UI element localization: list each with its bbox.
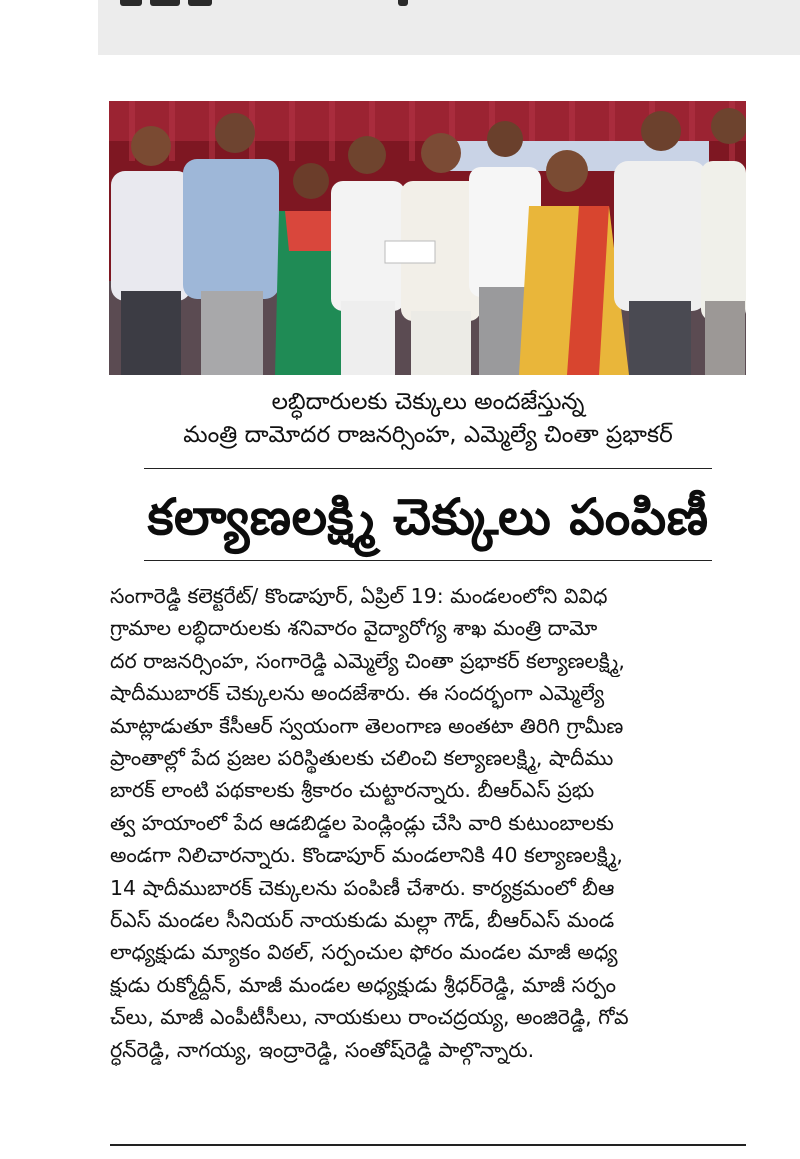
body-line: బారక్ లాంటి పథకాలకు శ్రీకారం చుట్టారన్నారు. బీఆర్ఎస్ ప్రభు: [110, 778, 595, 803]
body-line: గ్రామాల లబ్ధిదారులకు శనివారం వైద్యారోగ్య శాఖ మంత్రి దామో: [110, 616, 598, 641]
cutoff-glyph: [120, 0, 142, 6]
headline-divider: [144, 560, 712, 561]
body-line: ర్ఎస్ మండల సీనియర్ నాయకుడు మల్లా గౌడ్, బీఆర్ఎస్ మండ: [110, 908, 615, 933]
photo-caption: [108, 386, 748, 452]
caption-line-2: మంత్రి దామోదర రాజనర్సింహ, ఎమ్మెల్యే చింతా ప్రభాకర్: [183, 422, 673, 448]
body-line: క్షుడు రుక్మోద్దీన్, మాజీ మండల అధ్యక్షుడు శ్రీధర్‌రెడ్డి, మాజీ సర్పం: [110, 972, 617, 997]
article-body: [110, 580, 746, 1066]
previous-clip-strip: [98, 0, 800, 55]
body-line: దర రాజనర్సింహ, సంగారెడ్డి ఎమ్మెల్యే చింతా ప్రభాకర్ కల్యాణలక్ష్మి,: [110, 648, 625, 673]
cutoff-glyph: [188, 0, 212, 6]
news-clipping: [108, 98, 748, 1153]
body-line: అండగా నిలిచారన్నారు. కొండాపూర్ మండలానికి 40 కల్యాణలక్ష్మి,: [110, 843, 623, 868]
news-photo: [109, 101, 746, 375]
cutoff-glyph: [150, 0, 180, 6]
cutoff-glyph: [398, 0, 408, 6]
caption-divider: [144, 468, 712, 469]
body-line: 14 షాదీముబారక్ చెక్కులను పంపిణీ చేశారు. కార్యక్రమంలో బీఆ: [110, 875, 615, 900]
headline: కల్యాణలక్ష్మి చెక్కులు పంపిణీ: [147, 488, 709, 546]
body-line: లాధ్యక్షుడు మ్యాకం విఠల్, సర్పంచుల ఫోరం మండల మాజీ అధ్య: [110, 940, 618, 965]
body-line: షాదీముబారక్ చెక్కులను అందజేశారు. ఈ సందర్భంగా ఎమ్మెల్యే: [110, 681, 605, 706]
body-line: త్వ హయాంలో పేద ఆడబిడ్డల పెండ్లిండ్లు చేసి వారి కుటుంబాలకు: [110, 810, 614, 835]
body-line: చ్‌లు, మాజీ ఎంపీటీసీలు, నాయకులు రాంచద్రయ్య, అంజిరెడ్డి, గోవ: [110, 1005, 629, 1030]
bottom-divider: [110, 1144, 746, 1146]
body-line: ర్ధన్‌రెడ్డి, నాగయ్య, ఇంద్రారెడ్డి, సంతోష్‌రెడ్డి పాల్గొన్నారు.: [110, 1037, 535, 1062]
body-line: మాట్లాడుతూ కేసీఆర్ స్వయంగా తెలంగాణ అంతటా తిరిగి గ్రామీణ: [110, 713, 624, 738]
body-line: ప్రాంతాల్లో పేద ప్రజల పరిస్థితులకు చలించి కల్యాణలక్ష్మి, షాదీము: [110, 746, 614, 771]
caption-line-1: లబ్ధిదారులకు చెక్కులు అందజేస్తున్న: [271, 389, 585, 415]
body-line: సంగారెడ్డి కలెక్టరేట్/ కొండాపూర్, ఏప్రిల్ 19: మండలంలోని వివిధ: [110, 584, 608, 608]
